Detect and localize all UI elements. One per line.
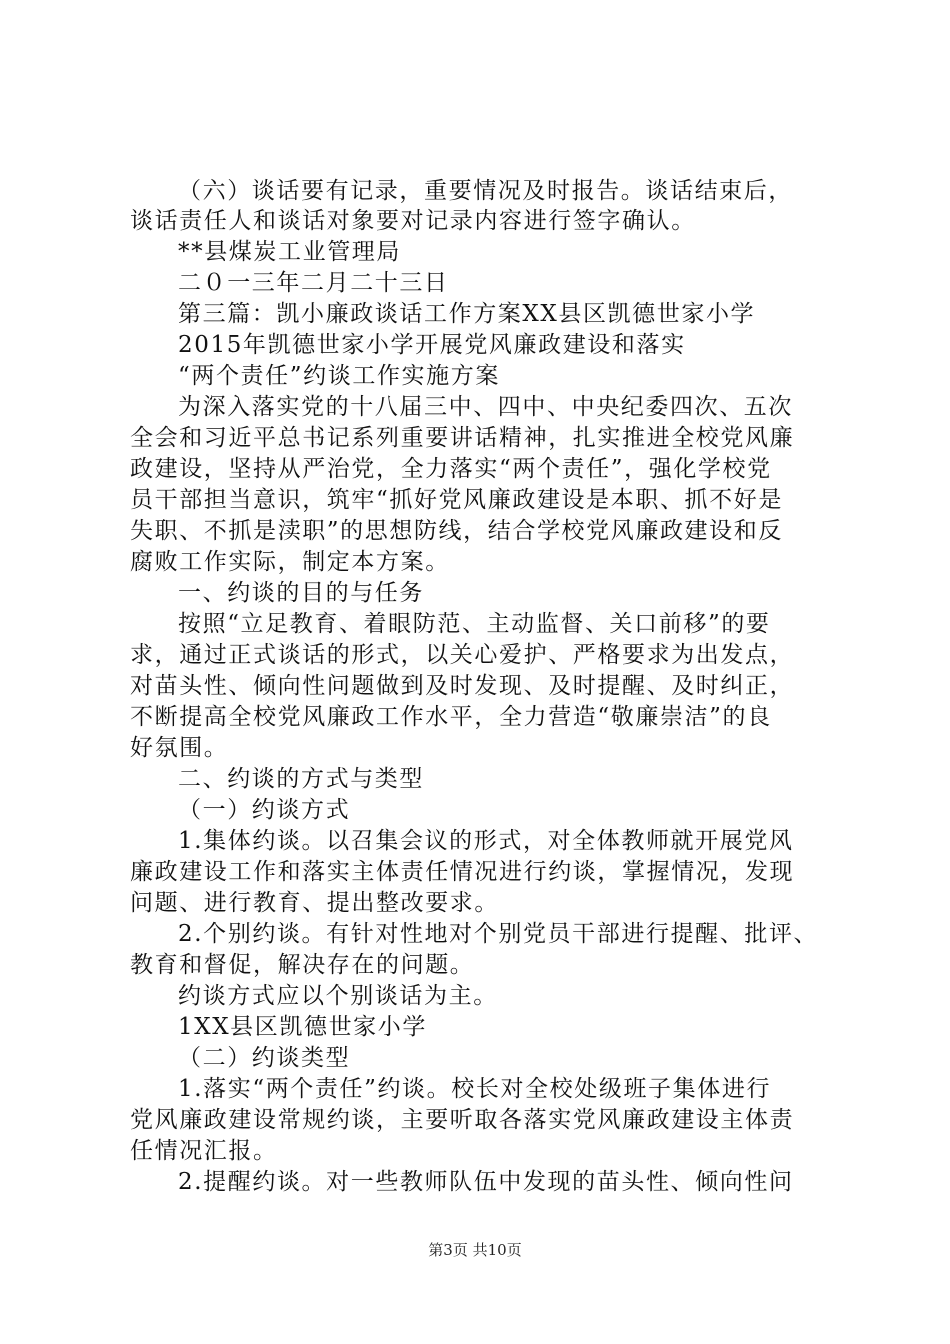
text-line: 对苗头性、倾向性问题做到及时发现、及时提醒、及时纠正， <box>130 673 795 699</box>
text-line: （六）谈话要有记录，重要情况及时报告。谈话结束后， <box>178 178 793 204</box>
text-line: 二、约谈的方式与类型 <box>178 766 424 792</box>
text-line: （一）约谈方式 <box>178 797 351 823</box>
text-line: 任情况汇报。 <box>130 1138 278 1164</box>
text-line: **县煤炭工业管理局 <box>178 239 401 265</box>
text-line: 党风廉政建设常规约谈，主要听取各落实党风廉政建设主体责 <box>130 1107 795 1133</box>
text-line: 廉政建设工作和落实主体责任情况进行约谈，掌握情况，发现 <box>130 859 795 885</box>
text-line: 教育和督促，解决存在的问题。 <box>130 952 475 978</box>
text-line: 按照“立足教育、着眼防范、主动监督、关口前移”的要 <box>178 611 771 637</box>
text-line: 问题、进行教育、提出整改要求。 <box>130 890 499 916</box>
text-line: 第三篇：凯小廉政谈话工作方案XX县区凯德世家小学 <box>178 301 756 327</box>
text-line: 失职、不抓是渎职”的思想防线，结合学校党风廉政建设和反 <box>130 518 783 544</box>
text-line: 好氛围。 <box>130 735 229 761</box>
text-line: 1.落实“两个责任”约谈。校长对全校处级班子集体进行 <box>178 1076 772 1102</box>
page-number-footer: 第3页 共10页 <box>428 1241 522 1259</box>
text-line: 谈话责任人和谈话对象要对记录内容进行签字确认。 <box>130 208 696 234</box>
text-line: 二０一三年二月二十三日 <box>178 270 449 296</box>
text-line: 全会和习近平总书记系列重要讲话精神，扎实推进全校党风廉 <box>130 425 795 451</box>
text-line: 员干部担当意识，筑牢“抓好党风廉政建设是本职、抓不好是 <box>130 487 783 513</box>
text-line: 不断提高全校党风廉政工作水平，全力营造“敬廉崇洁”的良 <box>130 704 772 730</box>
text-line: 为深入落实党的十八届三中、四中、中央纪委四次、五次 <box>178 394 793 420</box>
text-line: 腐败工作实际，制定本方案。 <box>130 549 450 575</box>
text-line: 1.集体约谈。以召集会议的形式，对全体教师就开展党风 <box>178 828 794 854</box>
text-line: （二）约谈类型 <box>178 1045 351 1071</box>
text-line: 求，通过正式谈话的形式，以关心爱护、严格要求为出发点， <box>130 642 795 668</box>
text-line: 2015年凯德世家小学开展党风廉政建设和落实 <box>178 332 686 358</box>
text-line: 2.提醒约谈。对一些教师队伍中发现的苗头性、倾向性问 <box>178 1169 794 1195</box>
text-line: 1XX县区凯德世家小学 <box>178 1014 427 1040</box>
text-line: 2.个别约谈。有针对性地对个别党员干部进行提醒、批评、 <box>178 921 819 947</box>
text-line: “两个责任”约谈工作实施方案 <box>178 363 500 389</box>
text-line: 一、约谈的目的与任务 <box>178 580 424 606</box>
text-line: 约谈方式应以个别谈话为主。 <box>178 983 498 1009</box>
text-line: 政建设，坚持从严治党，全力落实“两个责任”，强化学校党 <box>130 456 772 482</box>
